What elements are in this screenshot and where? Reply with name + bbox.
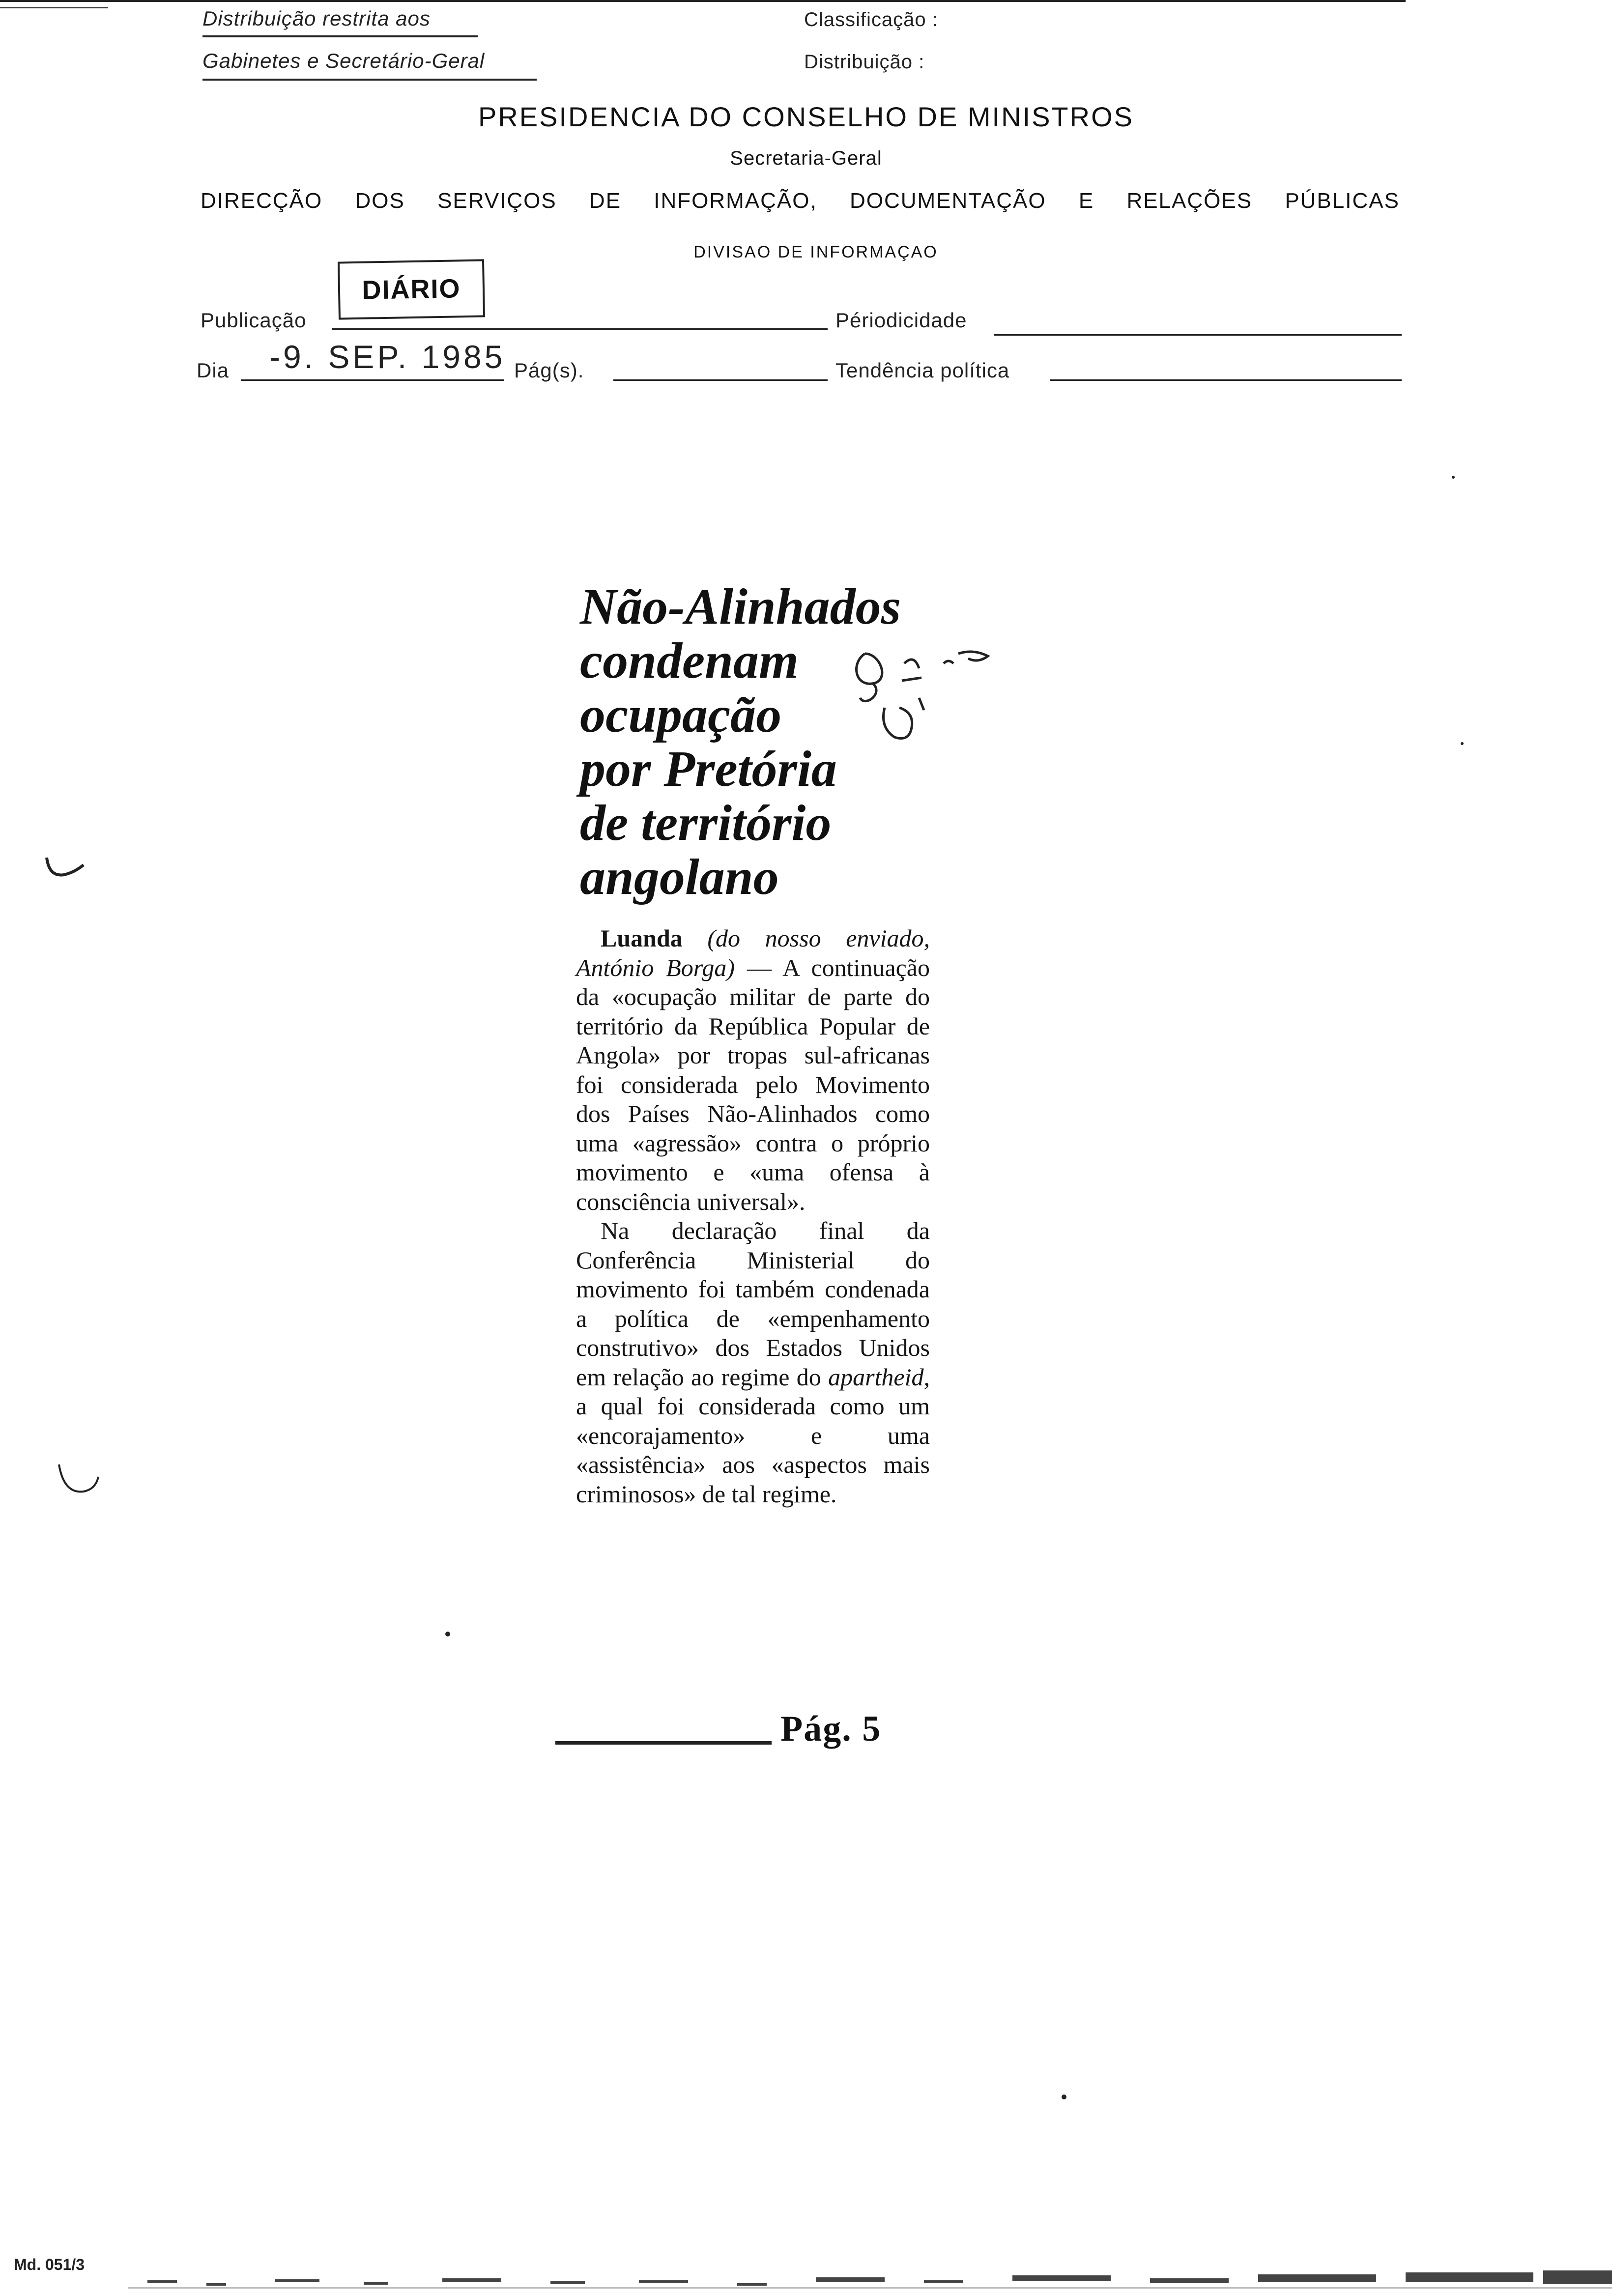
- article-paragraph-2-text-b: , a qual foi considerada como um «encorajamento» e uma «assistência» aos «aspectos mais criminosos» de tal regime.: [576, 1363, 930, 1508]
- article-paragraph-1-text: — A continuação da «ocupação militar de parte do território da República Popular de Angola» por tropas sul-africanas foi considerada pelo Movimento dos Países Não-Alinhados como uma «agressão» contra o próprio movimento e «uma ofensa à consciência universal».: [576, 953, 930, 1215]
- directorate-word: E: [1078, 189, 1094, 213]
- directorate-word: RELAÇÕES: [1126, 189, 1253, 213]
- pags-label: Pág(s).: [514, 359, 584, 382]
- handwritten-annotation: [845, 634, 1032, 772]
- tendencia-label: Tendência política: [835, 359, 1010, 382]
- publication-stamp: DIÁRIO: [338, 259, 485, 319]
- publicacao-field-line: [332, 328, 828, 330]
- directorate-word: DIRECÇÃO: [201, 189, 323, 213]
- periodicidade-label: Périodicidade: [835, 309, 967, 332]
- directorate-word: DE: [589, 189, 622, 213]
- article-paragraph-2: [576, 1216, 930, 1509]
- top-border-stub: [0, 7, 108, 8]
- headline-line: por Pretória: [580, 741, 837, 797]
- distribuicao-label: Distribuição :: [804, 51, 925, 73]
- directorate-word: DOCUMENTAÇÃO: [849, 189, 1046, 213]
- institution-name: PRESIDENCIA DO CONSELHO DE MINISTROS: [478, 101, 1134, 132]
- headline-line: condenam: [580, 632, 799, 689]
- distribution-offices-label: Gabinetes e Secretário-Geral: [202, 49, 485, 72]
- publicacao-label: Publicação: [201, 309, 307, 332]
- page-reference-rule: [555, 1741, 772, 1745]
- distribution-restricted-label: Distribuição restrita aos: [202, 7, 431, 30]
- date-stamp: -9. SEP. 1985: [269, 339, 506, 375]
- speck: [1452, 476, 1455, 479]
- directorate-word: INFORMAÇÃO,: [654, 189, 817, 213]
- top-border-line: [0, 0, 1406, 2]
- form-code: Md. 051/3: [14, 2256, 85, 2273]
- margin-mark: [44, 855, 93, 885]
- directorate-name: [201, 189, 1400, 213]
- distribution-underline-2: [202, 79, 537, 81]
- classificacao-label: Classificação :: [804, 9, 938, 30]
- article-paragraph-1: [576, 924, 930, 1216]
- scan-noise-strip: [128, 2266, 1612, 2295]
- clipping-body: [576, 924, 930, 1509]
- headline-line: de território: [580, 795, 832, 851]
- page-reference: Pág. 5: [780, 1709, 882, 1749]
- margin-mark: [54, 1455, 103, 1499]
- speck: [1461, 742, 1464, 745]
- headline-line: angolano: [580, 849, 779, 905]
- division-name: DIVISAO DE INFORMAÇAO: [693, 243, 938, 261]
- speck: [445, 1632, 450, 1636]
- pags-field-line: [613, 379, 828, 381]
- headline-line: ocupação: [580, 687, 782, 743]
- speck: [1062, 2095, 1066, 2099]
- dia-field-line: [241, 379, 504, 381]
- directorate-word: SERVIÇOS: [437, 189, 557, 213]
- periodicidade-field-line: [994, 334, 1402, 336]
- directorate-word: PÚBLICAS: [1285, 189, 1400, 213]
- tendencia-field-line: [1050, 379, 1402, 381]
- distribution-underline-1: [202, 35, 478, 37]
- article-dateline: Luanda: [601, 924, 683, 952]
- article-byline: (do nosso enviado, António Borga): [576, 924, 930, 981]
- article-paragraph-2-text-a: Na declaração final da Conferência Ministerial do movimento foi também condenada a política de «empenhamento construtivo» dos Estados Unidos em relação ao regime do: [576, 1217, 930, 1391]
- directorate-word: DOS: [355, 189, 405, 213]
- headline-line: Não-Alinhados: [580, 578, 901, 635]
- article-italic-term: apartheid: [828, 1363, 924, 1391]
- dia-label: Dia: [197, 359, 230, 382]
- secretariat-name: Secretaria-Geral: [730, 147, 882, 169]
